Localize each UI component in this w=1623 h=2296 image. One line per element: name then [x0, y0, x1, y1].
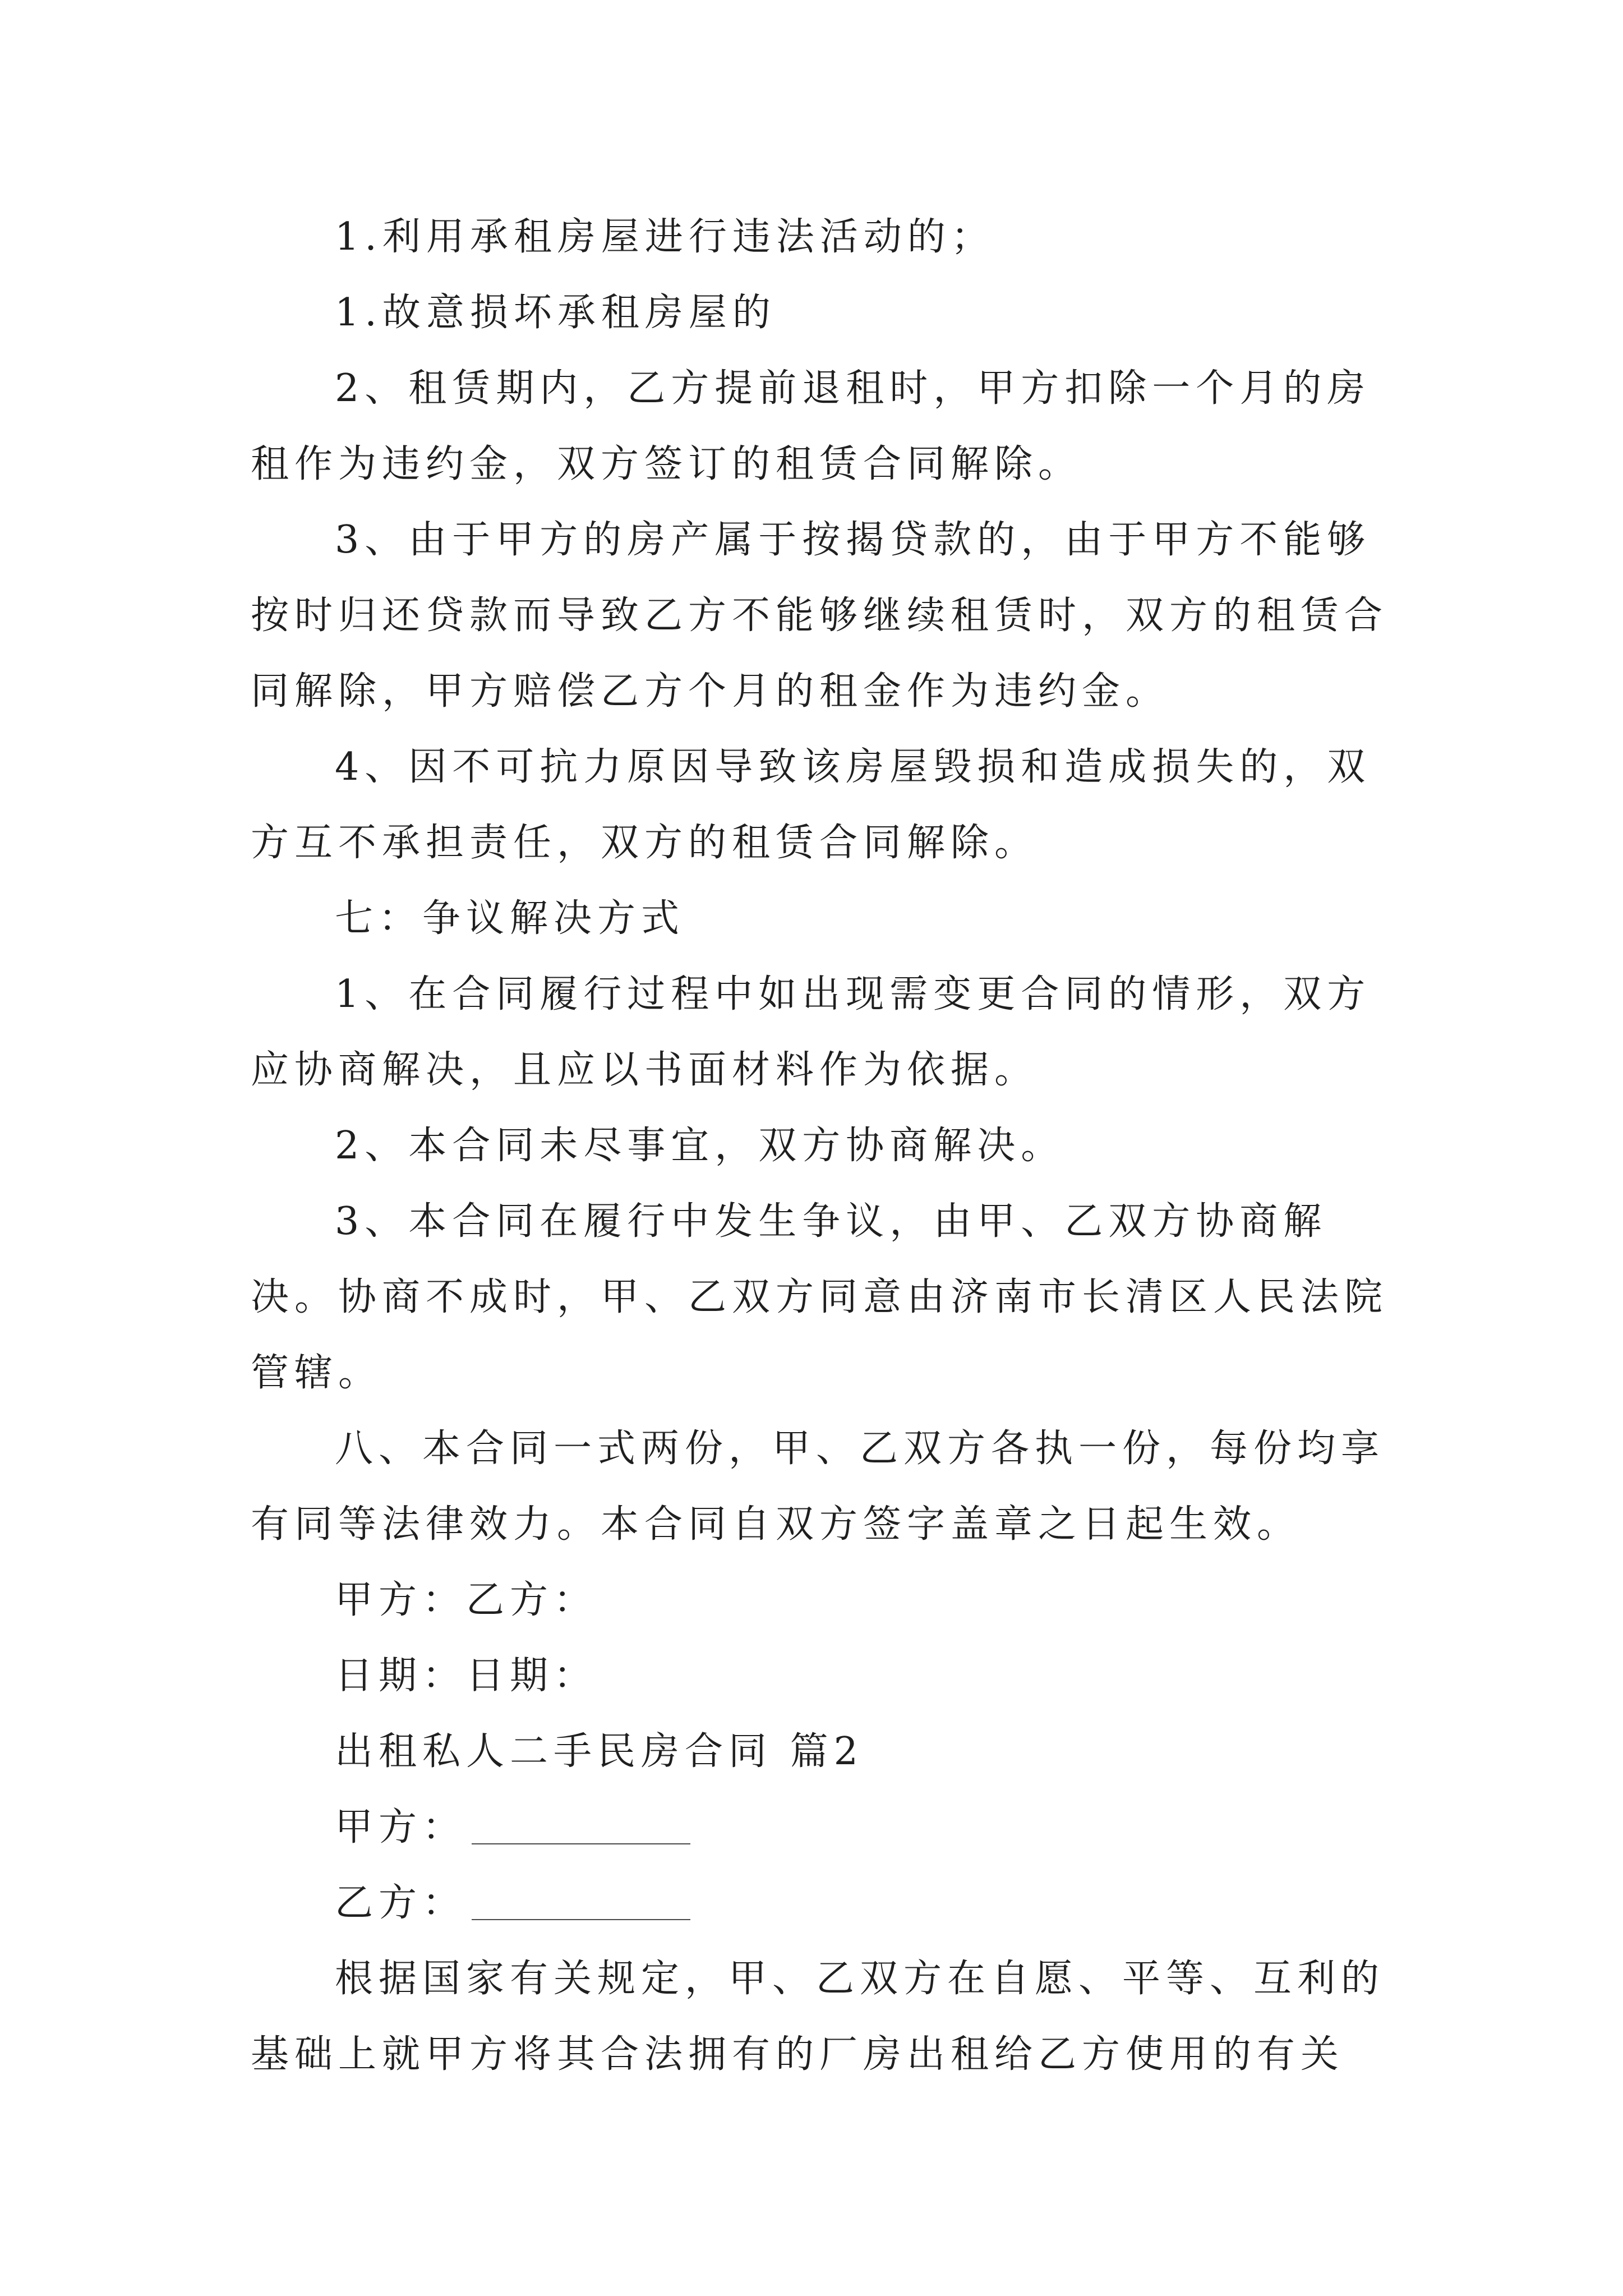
contract-title-part-2: 出租私人二手民房合同 篇2 — [335, 1729, 864, 1774]
signature-parties: 甲方：乙方： — [335, 1578, 598, 1622]
section-heading-dispute: 七：争议解决方式 — [335, 896, 685, 941]
party-b-line — [251, 1865, 1395, 1941]
paragraph-damage-property: 1.故意损坏承租房屋的 — [335, 291, 776, 335]
paragraph-jurisdiction: 3、本合同在履行中发生争议，由甲、乙双方协商解决。协商不成时，甲、乙双方同意由济南市长清区人民法院管辖。 — [251, 1199, 1389, 1395]
party-a-line — [251, 1789, 1395, 1865]
party-b-blank — [472, 1919, 690, 1920]
paragraph-copies-effect: 八、本合同一式两份，甲、乙双方各执一份，每份均享有同等法律效力。本合同自双方签字盖章之日起生效。 — [251, 1427, 1385, 1547]
paragraph-illegal-use: 1.利用承租房屋进行违法活动的； — [335, 215, 995, 259]
paragraph-force-majeure: 4、因不可抗力原因导致该房屋毁损和造成损失的，双方互不承担责任，双方的租赁合同解除。 — [251, 745, 1371, 865]
paragraph-contract-changes: 1、在合同履行过程中如出现需变更合同的情形，双方应协商解决，且应以书面材料作为依据。 — [251, 972, 1371, 1092]
paragraph-basis: 根据国家有关规定，甲、乙双方在自愿、平等、互利的基础上就甲方将其合法拥有的厂房出租给乙方使用的有关 — [251, 1957, 1385, 2077]
signature-dates: 日期：日期： — [335, 1654, 598, 1698]
paragraph-early-termination: 2、租赁期内，乙方提前退租时，甲方扣除一个月的房租作为违约金，双方签订的租赁合同解除。 — [251, 366, 1371, 486]
paragraph-mortgage-clause: 3、由于甲方的房产属于按揭贷款的，由于甲方不能够按时归还贷款而导致乙方不能够继续租赁时，双方的租赁合同解除，甲方赔偿乙方个月的租金作为违约金。 — [251, 518, 1389, 714]
party-a-label: 甲方： — [335, 1805, 467, 1849]
paragraph-unresolved-matters: 2、本合同未尽事宜，双方协商解决。 — [335, 1124, 1065, 1168]
party-a-blank — [472, 1843, 690, 1844]
document-body — [251, 199, 1395, 2092]
party-b-label: 乙方： — [335, 1881, 467, 1925]
